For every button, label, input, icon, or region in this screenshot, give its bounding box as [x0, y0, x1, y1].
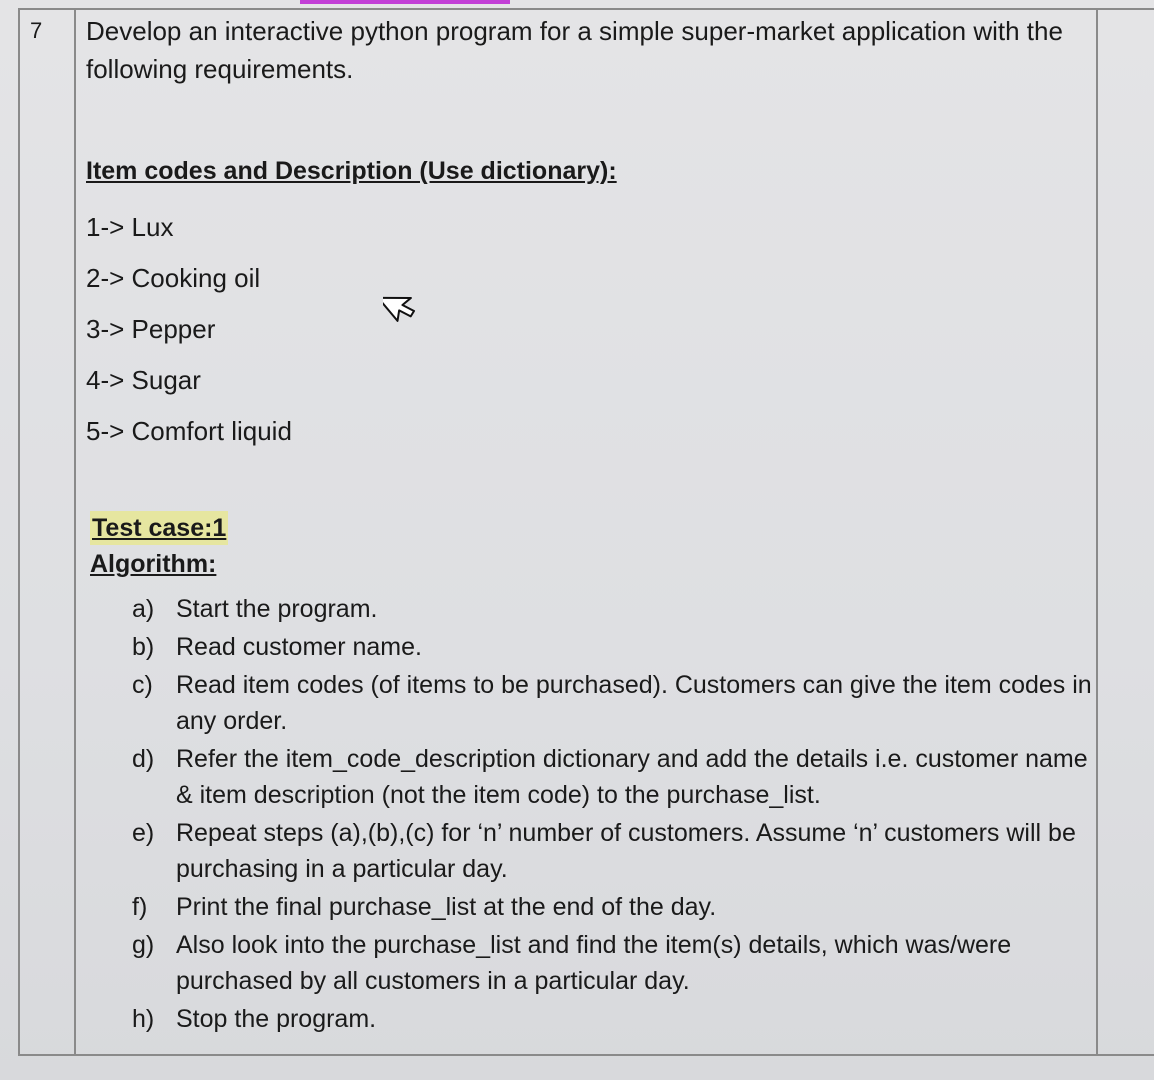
step-marker: f)	[132, 893, 148, 921]
list-item	[86, 629, 1096, 665]
step-text: Read customer name.	[176, 633, 422, 661]
step-marker: b)	[132, 633, 155, 661]
number-cell	[18, 8, 76, 1056]
algorithm-steps	[86, 591, 1096, 1037]
list-item: 5-> Comfort liquid	[86, 416, 292, 446]
step-text: Read item codes (of items to be purchased). Customers can give the item codes in any order.	[176, 671, 1092, 735]
step-text: Also look into the purchase_list and find the item(s) details, which was/were purchased by all customers in a particular day.	[176, 931, 1012, 995]
test-case-label: Test case:1	[90, 511, 228, 545]
list-item	[86, 927, 1096, 999]
question-content	[86, 12, 1096, 1039]
list-item	[86, 667, 1096, 739]
step-marker: g)	[132, 931, 155, 959]
list-item: 2-> Cooking oil	[86, 263, 261, 293]
step-marker: h)	[132, 1005, 155, 1033]
step-text: Start the program.	[176, 595, 378, 623]
list-item	[86, 889, 1096, 925]
step-marker: e)	[132, 819, 155, 847]
list-item	[86, 591, 1096, 627]
table-bottom-border	[18, 1054, 1154, 1056]
step-text: Refer the item_code_description dictionary and add the details i.e. customer name & item description (not the item code) to the purchase_list.	[176, 745, 1088, 809]
step-text: Stop the program.	[176, 1005, 377, 1033]
list-item	[86, 1001, 1096, 1037]
step-text: Print the final purchase_list at the end of the day.	[176, 893, 717, 921]
items-heading: Item codes and Description (Use dictionary):	[86, 157, 617, 185]
step-text: Repeat steps (a),(b),(c) for ‘n’ number of customers. Assume ‘n’ customers will be purchasing in a particular day.	[176, 819, 1076, 883]
list-item	[86, 815, 1096, 887]
top-accent-bar	[300, 0, 510, 4]
step-marker: c)	[132, 671, 153, 699]
item-code-list	[86, 202, 1096, 457]
question-intro: Develop an interactive python program for a simple super-market application with the following requirements.	[86, 16, 1063, 84]
mouse-pointer-icon	[383, 282, 429, 328]
algorithm-heading: Algorithm:	[90, 550, 217, 578]
list-item: 4-> Sugar	[86, 365, 201, 395]
list-item	[86, 741, 1096, 813]
question-number: 7	[30, 18, 43, 43]
list-item: 3-> Pepper	[86, 314, 216, 344]
table-right-border	[1096, 8, 1098, 1056]
list-item: 1-> Lux	[86, 212, 174, 242]
step-marker: a)	[132, 595, 155, 623]
step-marker: d)	[132, 745, 155, 773]
